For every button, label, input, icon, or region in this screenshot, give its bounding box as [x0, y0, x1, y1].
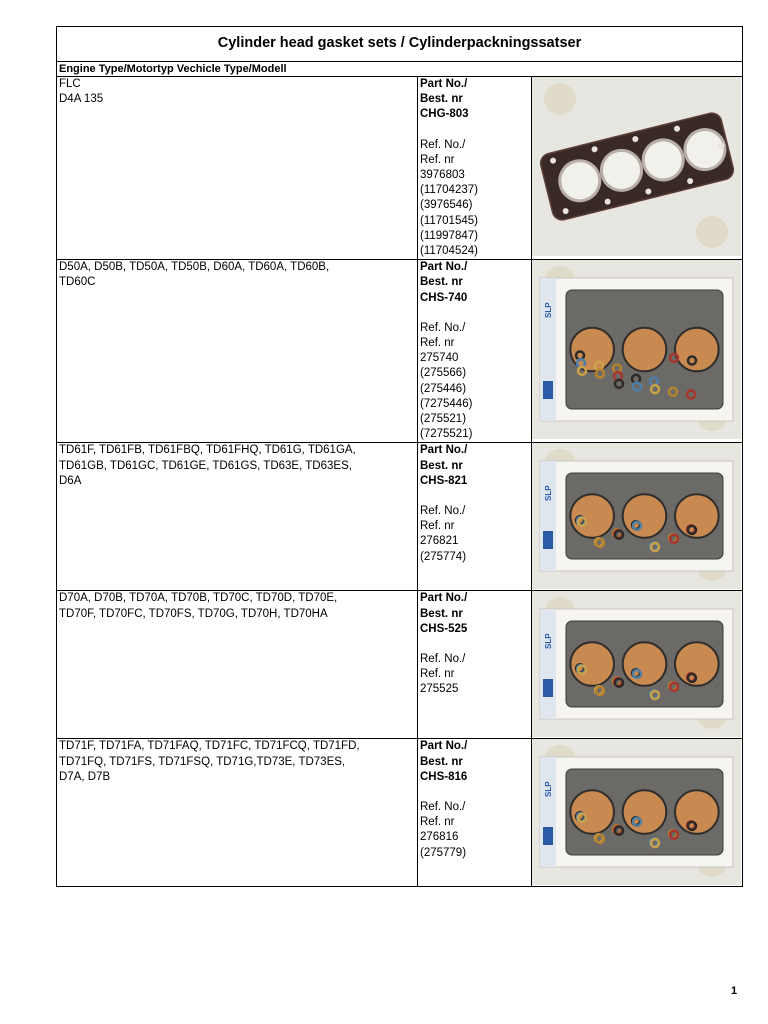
part-no-label: Part No./ [420, 78, 468, 90]
ref-no-label: Ref. No./ [420, 653, 466, 666]
reference-number: (275566) [420, 367, 467, 380]
engine-type-line: D50A, D50B, TD50A, TD50B, D60A, TD60A, TD60B, [59, 261, 330, 274]
ref-nr-label: Ref. nr [420, 337, 455, 350]
best-nr-label: Best. nr [420, 459, 463, 472]
reference-number: (275779) [420, 846, 467, 859]
svg-text:SLP: SLP [544, 485, 553, 502]
reference-number: 276821 [420, 535, 459, 548]
product-image-cell [532, 260, 743, 443]
reference-number: 275525 [420, 683, 459, 696]
spacer [420, 637, 529, 652]
ref-no-label: Ref. No./ [420, 505, 466, 518]
engine-type-line: D7A, D7B [59, 770, 111, 783]
ref-no-label: Ref. No./ [420, 321, 466, 334]
product-image-cell [532, 77, 743, 260]
engine-type-line: D70A, D70B, TD70A, TD70B, TD70C, TD70D, TD70E, [59, 592, 338, 605]
part-number-cell [418, 591, 532, 739]
part-number-cell [418, 77, 532, 260]
ref-nr-label: Ref. nr [420, 816, 455, 829]
svg-text:SLP: SLP [544, 781, 553, 798]
header-row [57, 62, 743, 77]
engine-type-line: TD71F, TD71FA, TD71FAQ, TD71FC, TD71FCQ, TD71FD, [59, 740, 360, 753]
page-title: Cylinder head gasket sets / Cylinderpackningssatser [57, 27, 743, 62]
gasket-row [57, 77, 743, 260]
engine-type-line: D6A [59, 474, 82, 487]
engine-type-line: TD61GB, TD61GC, TD61GE, TD61GS, TD63E, TD63ES, [59, 459, 352, 472]
spacer [420, 489, 529, 504]
engine-type-cell [57, 443, 418, 591]
ref-nr-label: Ref. nr [420, 153, 455, 166]
ref-nr-label: Ref. nr [420, 520, 455, 533]
engine-type-line: TD61F, TD61FB, TD61FBQ, TD61FHQ, TD61G, TD61GA, [59, 444, 356, 457]
engine-type-line: TD71FQ, TD71FS, TD71FSQ, TD71G,TD73E, TD73ES, [59, 755, 346, 768]
engine-type-cell [57, 591, 418, 739]
product-image-cell [532, 591, 743, 739]
engine-type-line: TD60C [59, 276, 96, 289]
best-nr-label: Best. nr [420, 607, 463, 620]
engine-type-cell [57, 739, 418, 887]
best-nr-label: Best. nr [420, 93, 463, 106]
title-row [57, 27, 743, 62]
gasket-table [56, 26, 743, 887]
reference-number: (7275446) [420, 397, 473, 410]
page-number: 1 [731, 985, 738, 997]
part-no-label: Part No./ [420, 740, 468, 753]
best-nr-label: Best. nr [420, 755, 463, 768]
engine-type-cell [57, 260, 418, 443]
ref-no-label: Ref. No./ [420, 138, 466, 151]
reference-number: (11704237) [420, 184, 478, 197]
engine-type-cell [57, 77, 418, 260]
spacer [420, 306, 529, 321]
reference-number: (3976546) [420, 199, 473, 212]
engine-type-line: FLC [59, 78, 81, 90]
reference-number: 275740 [420, 352, 459, 365]
best-nr-label: Best. nr [420, 276, 463, 289]
part-number: CHS-816 [420, 770, 468, 783]
svg-text:SLP: SLP [544, 302, 553, 319]
part-number: CHS-525 [420, 622, 468, 635]
part-number: CHS-740 [420, 291, 468, 304]
reference-number: (7275521) [420, 428, 473, 441]
gasket-photo-icon [532, 77, 741, 256]
gasket-row [57, 260, 743, 443]
reference-number: (275521) [420, 413, 467, 426]
reference-number: (11704524) [420, 245, 478, 258]
reference-number: (275774) [420, 550, 467, 563]
reference-number: (11701545) [420, 214, 478, 227]
gasket-set-package-icon [532, 739, 741, 885]
product-image-cell [532, 739, 743, 887]
engine-type-line: D4A 135 [59, 93, 104, 106]
gasket-row [57, 591, 743, 739]
ref-nr-label: Ref. nr [420, 668, 455, 681]
part-number-cell [418, 260, 532, 443]
spacer [420, 785, 529, 800]
product-image-cell [532, 443, 743, 591]
part-number: CHG-803 [420, 108, 469, 121]
part-no-label: Part No./ [420, 444, 468, 457]
gasket-set-package-icon [532, 260, 741, 439]
svg-text:SLP: SLP [544, 633, 553, 650]
reference-number: 3976803 [420, 169, 465, 182]
column-header: Engine Type/Motortyp Vechicle Type/Modell [57, 62, 743, 77]
gasket-set-package-icon [532, 443, 741, 589]
part-no-label: Part No./ [420, 261, 468, 274]
part-number: CHS-821 [420, 474, 468, 487]
gasket-set-package-icon [532, 591, 741, 737]
reference-number: (275446) [420, 382, 467, 395]
gasket-row [57, 443, 743, 591]
gasket-row [57, 739, 743, 887]
ref-no-label: Ref. No./ [420, 801, 466, 814]
part-no-label: Part No./ [420, 592, 468, 605]
part-number-cell [418, 739, 532, 887]
reference-number: 276816 [420, 831, 459, 844]
engine-type-line: TD70F, TD70FC, TD70FS, TD70G, TD70H, TD70HA [59, 607, 328, 620]
reference-number: (11997847) [420, 229, 478, 242]
part-number-cell [418, 443, 532, 591]
spacer [420, 123, 529, 138]
